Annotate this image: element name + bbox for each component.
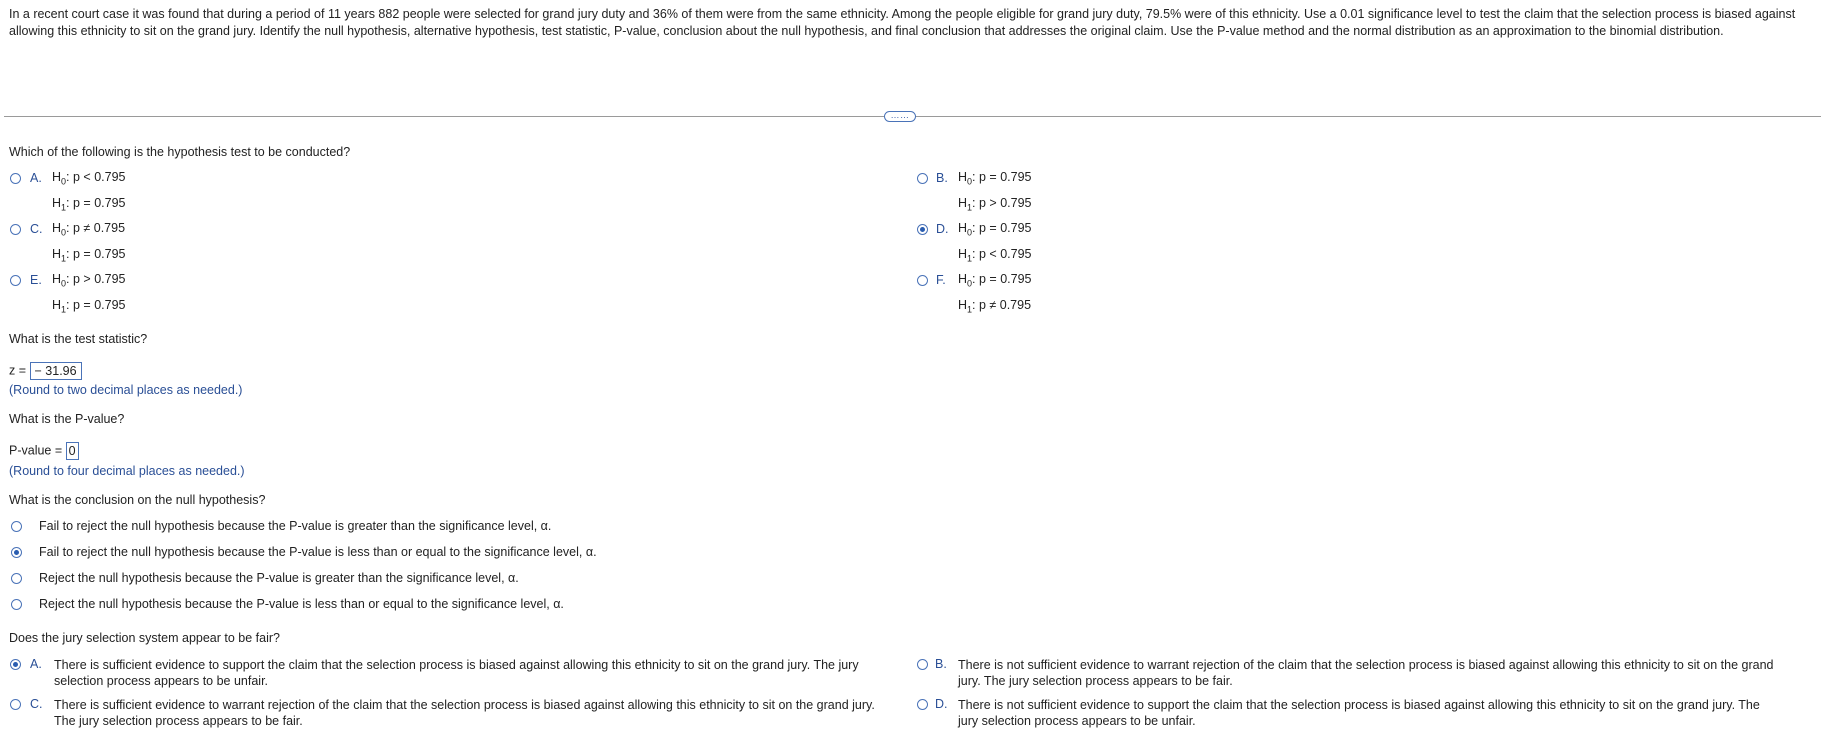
q2-prompt: What is the test statistic? [9,332,148,346]
test-statistic-input[interactable]: − 31.96 [30,362,82,380]
q3-label: P-value = [9,443,63,458]
expand-button[interactable]: …… [884,111,916,122]
q2-label: z = [9,363,27,378]
q3-hint: (Round to four decimal places as needed.) [9,464,245,478]
q1-prompt: Which of the following is the hypothesis test to be conducted? [9,145,351,159]
q1-letter-f: F. [936,273,946,287]
q5-option-d-text: There is not sufficient evidence to support the claim that the selection process is biased against allowing this ethnicity to sit on the grand jury. The jury selection process appears to be unfair. [958,698,1760,728]
q2-hint: (Round to two decimal places as needed.) [9,383,243,397]
p-value-input[interactable]: 0 [66,442,79,460]
q4-option-4-text: Reject the null hypothesis because the P-value is less than or equal to the significance level, α. [39,597,564,611]
q1-hypotheses-e: $H_0$: p > 0.795 $H_1$: p = 0.795 [52,272,126,314]
q1-letter-d: D. [936,222,949,236]
q1-radio-f[interactable] [917,275,928,286]
q1-letter-b: B. [936,171,948,185]
q5-letter-b: B. [935,657,947,671]
q2-answer-row [9,362,82,380]
q1-hypotheses-a: $H_0$: p < 0.795 $H_1$: p = 0.795 [52,170,126,212]
q4-prompt: What is the conclusion on the null hypothesis? [9,493,266,507]
q4-radio-4[interactable] [11,599,22,610]
q4-radio-1[interactable] [11,521,22,532]
q5-letter-a: A. [30,657,42,671]
q3-prompt: What is the P-value? [9,412,125,426]
q5-option-c-text: There is sufficient evidence to warrant rejection of the claim that the selection process is biased against allowing this ethnicity to sit on the grand jury. The jury selection process appears to be fair. [54,698,875,728]
q4-option-2-text: Fail to reject the null hypothesis because the P-value is less than or equal to the significance level, α. [39,545,597,559]
q5-option-b-text: There is not sufficient evidence to warrant rejection of the claim that the selection process is biased against allowing this ethnicity to sit on the grand jury. The jury selection process appears to be fair. [958,658,1774,688]
q1-letter-c: C. [30,222,43,236]
q4-option-3-text: Reject the null hypothesis because the P-value is greater than the significance level, α. [39,571,519,585]
q1-radio-d[interactable] [917,224,928,235]
q5-radio-d[interactable] [917,699,928,710]
q1-radio-e[interactable] [10,275,21,286]
q1-hypotheses-f: $H_0$: p = 0.795 $H_1$: p ≠ 0.795 [958,272,1032,314]
q5-radio-c[interactable] [10,699,21,710]
q1-hypotheses-b: $H_0$: p = 0.795 $H_1$: p > 0.795 [958,170,1032,212]
q3-answer-row [9,442,79,460]
q1-hypotheses-d: $H_0$: p = 0.795 $H_1$: p < 0.795 [958,221,1032,263]
q1-letter-a: A. [30,171,42,185]
q5-prompt: Does the jury selection system appear to be fair? [9,631,280,645]
q5-option-a-text: There is sufficient evidence to support the claim that the selection process is biased against allowing this ethnicity to sit on the grand jury. The jury selection process appears to be unfair. [54,658,859,688]
q5-radio-b[interactable] [917,659,928,670]
q1-radio-c[interactable] [10,224,21,235]
q1-hypotheses-c: $H_0$: p ≠ 0.795 $H_1$: p = 0.795 [52,221,126,263]
q4-radio-3[interactable] [11,573,22,584]
q5-radio-a[interactable] [10,659,21,670]
q1-letter-e: E. [30,273,42,287]
q4-option-1-text: Fail to reject the null hypothesis because the P-value is greater than the significance level, α. [39,519,552,533]
q5-letter-d: D. [935,697,948,711]
q1-radio-a[interactable] [10,173,21,184]
q1-radio-b[interactable] [917,173,928,184]
q4-radio-2[interactable] [11,547,22,558]
question-intro: In a recent court case it was found that during a period of 11 years 882 people were selected for grand jury duty and 36% of them were from the same ethnicity. Among the people eligible for grand jury duty, 79.5% were of this ethnicity. Use a 0.01 significance level to test the claim that the selection process is biased against allowing this ethnicity to sit on the grand jury. Identify the null hypothesis, alternative hypothesis, test statistic, P-value, conclusion about the null hypothesis, and final conclusion that addresses the original claim. Use the P-value method and the normal distribution as an approximation to the binomial distribution. [9,7,1796,38]
q5-letter-c: C. [30,697,43,711]
